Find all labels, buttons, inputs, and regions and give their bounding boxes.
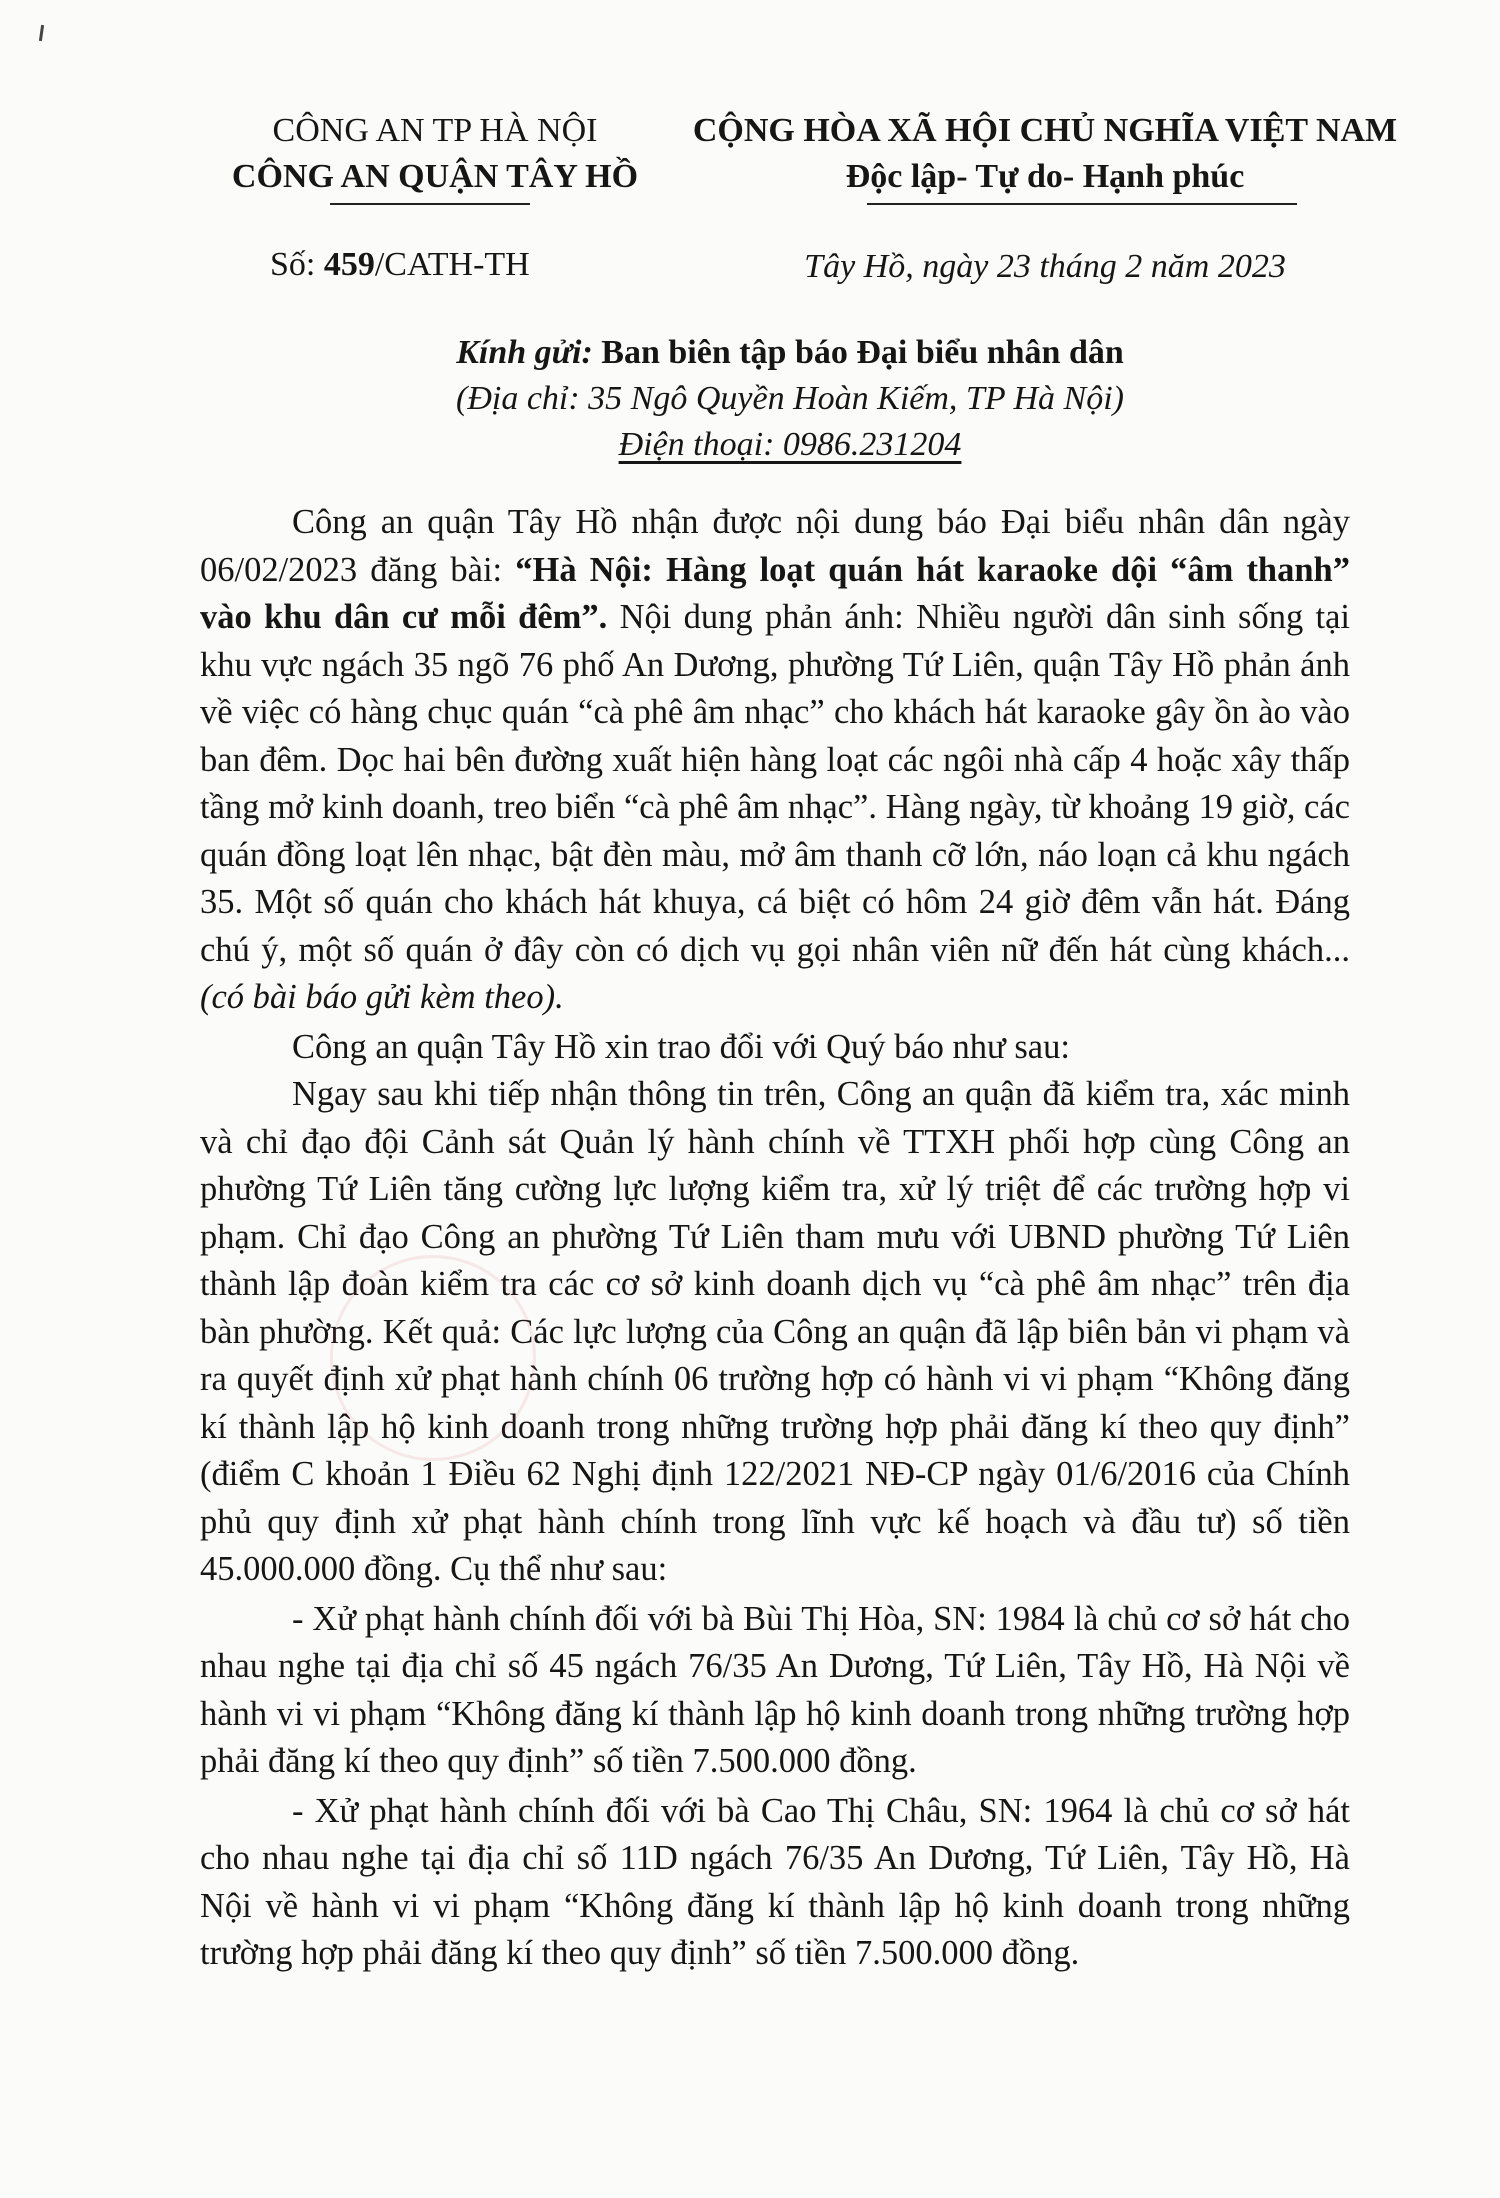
agency-name: CÔNG AN QUẬN TÂY HỒ [231,158,639,195]
agency-header [225,108,645,200]
recipient-address: (Địa chỉ: 35 Ngô Quyền Hoàn Kiếm, TP Hà Nội) [456,380,1124,417]
paragraph-penalty-2: - Xử phạt hành chính đối với bà Cao Thị Châu, SN: 1964 là chủ cơ sở hát cho nhau nghe tại địa chỉ số 11D ngách 76/35 An Dương, Tứ Liên, Tây Hồ, Hà Nội về hành vi vi phạm “Không đăng kí thành lập hộ kinh doanh trong những trường hợp phải đăng kí theo quy định” số tiền 7.500.000 đồng. [200,1791,1350,1972]
nation-name: CỘNG HÒA XÃ HỘI CHỦ NGHĨA VIỆT NAM [692,112,1398,149]
recipient-label: Kính gửi: [456,334,593,371]
number-value: 459 [323,246,375,283]
number-prefix: Số: [270,246,324,283]
paragraph-actions: Ngay sau khi tiếp nhận thông tin trên, Công an quận đã kiểm tra, xác minh và chỉ đạo đội Cảnh sát Quản lý hành chính về TTXH phối hợp cùng Công an phường Tứ Liên tăng cường lực lượng kiểm tra, xử lý triệt để các trường hợp vi phạm. Chỉ đạo Công an phường Tứ Liên tham mưu với UBND phường Tứ Liên thành lập đoàn kiểm tra các cơ sở kinh doanh dịch vụ “cà phê âm nhạc” trên địa bàn phường. Kết quả: Các lực lượng của Công an quận đã lập biên bản vi phạm và ra quyết định xử phạt hành chính 06 trường hợp có hành vi vi phạm “Không đăng kí thành lập hộ kinh doanh trong những trường hợp phải đăng kí theo quy định” (điểm C khoản 1 Điều 62 Nghị định 122/2021 NĐ-CP ngày 01/6/2016 của Chính phủ quy định xử phạt hành chính trong lĩnh vực kế hoạch và đầu tư) số tiền 45.000.000 đồng. Cụ thể như sau: [200,1075,1350,1588]
paragraph-penalty-1: - Xử phạt hành chính đối với bà Bùi Thị Hòa, SN: 1984 là chủ cơ sở hát cho nhau nghe tại địa chỉ số 45 ngách 76/35 An Dương, Tứ Liên, Tây Hồ, Hà Nội về hành vi vi phạm “Không đăng kí thành lập hộ kinh doanh trong những trường hợp phải đăng kí theo quy định” số tiền 7.500.000 đồng. [200,1599,1350,1780]
recipient-phone: Điện thoại: 0986.231204 [618,426,962,463]
number-suffix: /CATH-TH [374,246,530,283]
national-motto: Độc lập- Tự do- Hạnh phúc [845,158,1245,195]
document-number [270,243,530,287]
paragraph-report [200,499,1350,1022]
agency-parent: CÔNG AN TP HÀ NỘI [272,112,598,149]
document-date: Tây Hồ, ngày 23 tháng 2 năm 2023 [804,248,1286,285]
agency-underline [330,203,530,205]
scan-mark [39,25,44,41]
report-intro: Công an quận Tây Hồ nhận được nội dung báo Đại biểu nhân dân ngày 06/02/2023 đăng bài: [200,503,1350,589]
recipient-block [380,330,1200,468]
paragraph-response-intro: Công an quận Tây Hồ xin trao đổi với Quý báo như sau: [292,1027,1070,1066]
attachment-note: (có bài báo gửi kèm theo). [200,978,564,1016]
article-title: “Hà Nội: Hàng loạt quán hát karaoke dội “âm thanh” vào khu dân cư mỗi đêm”. [200,550,1350,636]
motto-underline [867,203,1297,205]
report-content: Nội dung phản ánh: Nhiều người dân sinh sống tại khu vực ngách 35 ngõ 76 phố An Dương, phường Tứ Liên, quận Tây Hồ phản ánh về việc có hàng chục quán “cà phê âm nhạc” cho khách hát karaoke gây ồn ào vào ban đêm. Dọc hai bên đường xuất hiện hàng loạt các ngôi nhà cấp 4 hoặc xây thấp tầng mở kinh doanh, treo biển “cà phê âm nhạc”. Hàng ngày, từ khoảng 19 giờ, các quán đồng loạt lên nhạc, bật đèn màu, mở âm thanh cỡ lớn, náo loạn cả khu ngách 35. Một số quán cho khách hát khuya, cá biệt có hôm 24 giờ đêm vẫn hát. Đáng chú ý, một số quán ở đây còn có dịch vụ gọi nhân viên nữ đến hát cùng khách... [200,598,1350,969]
recipient-name: Ban biên tập báo Đại biểu nhân dân [592,334,1124,371]
national-header [680,108,1410,200]
letter-body [200,499,1350,1978]
